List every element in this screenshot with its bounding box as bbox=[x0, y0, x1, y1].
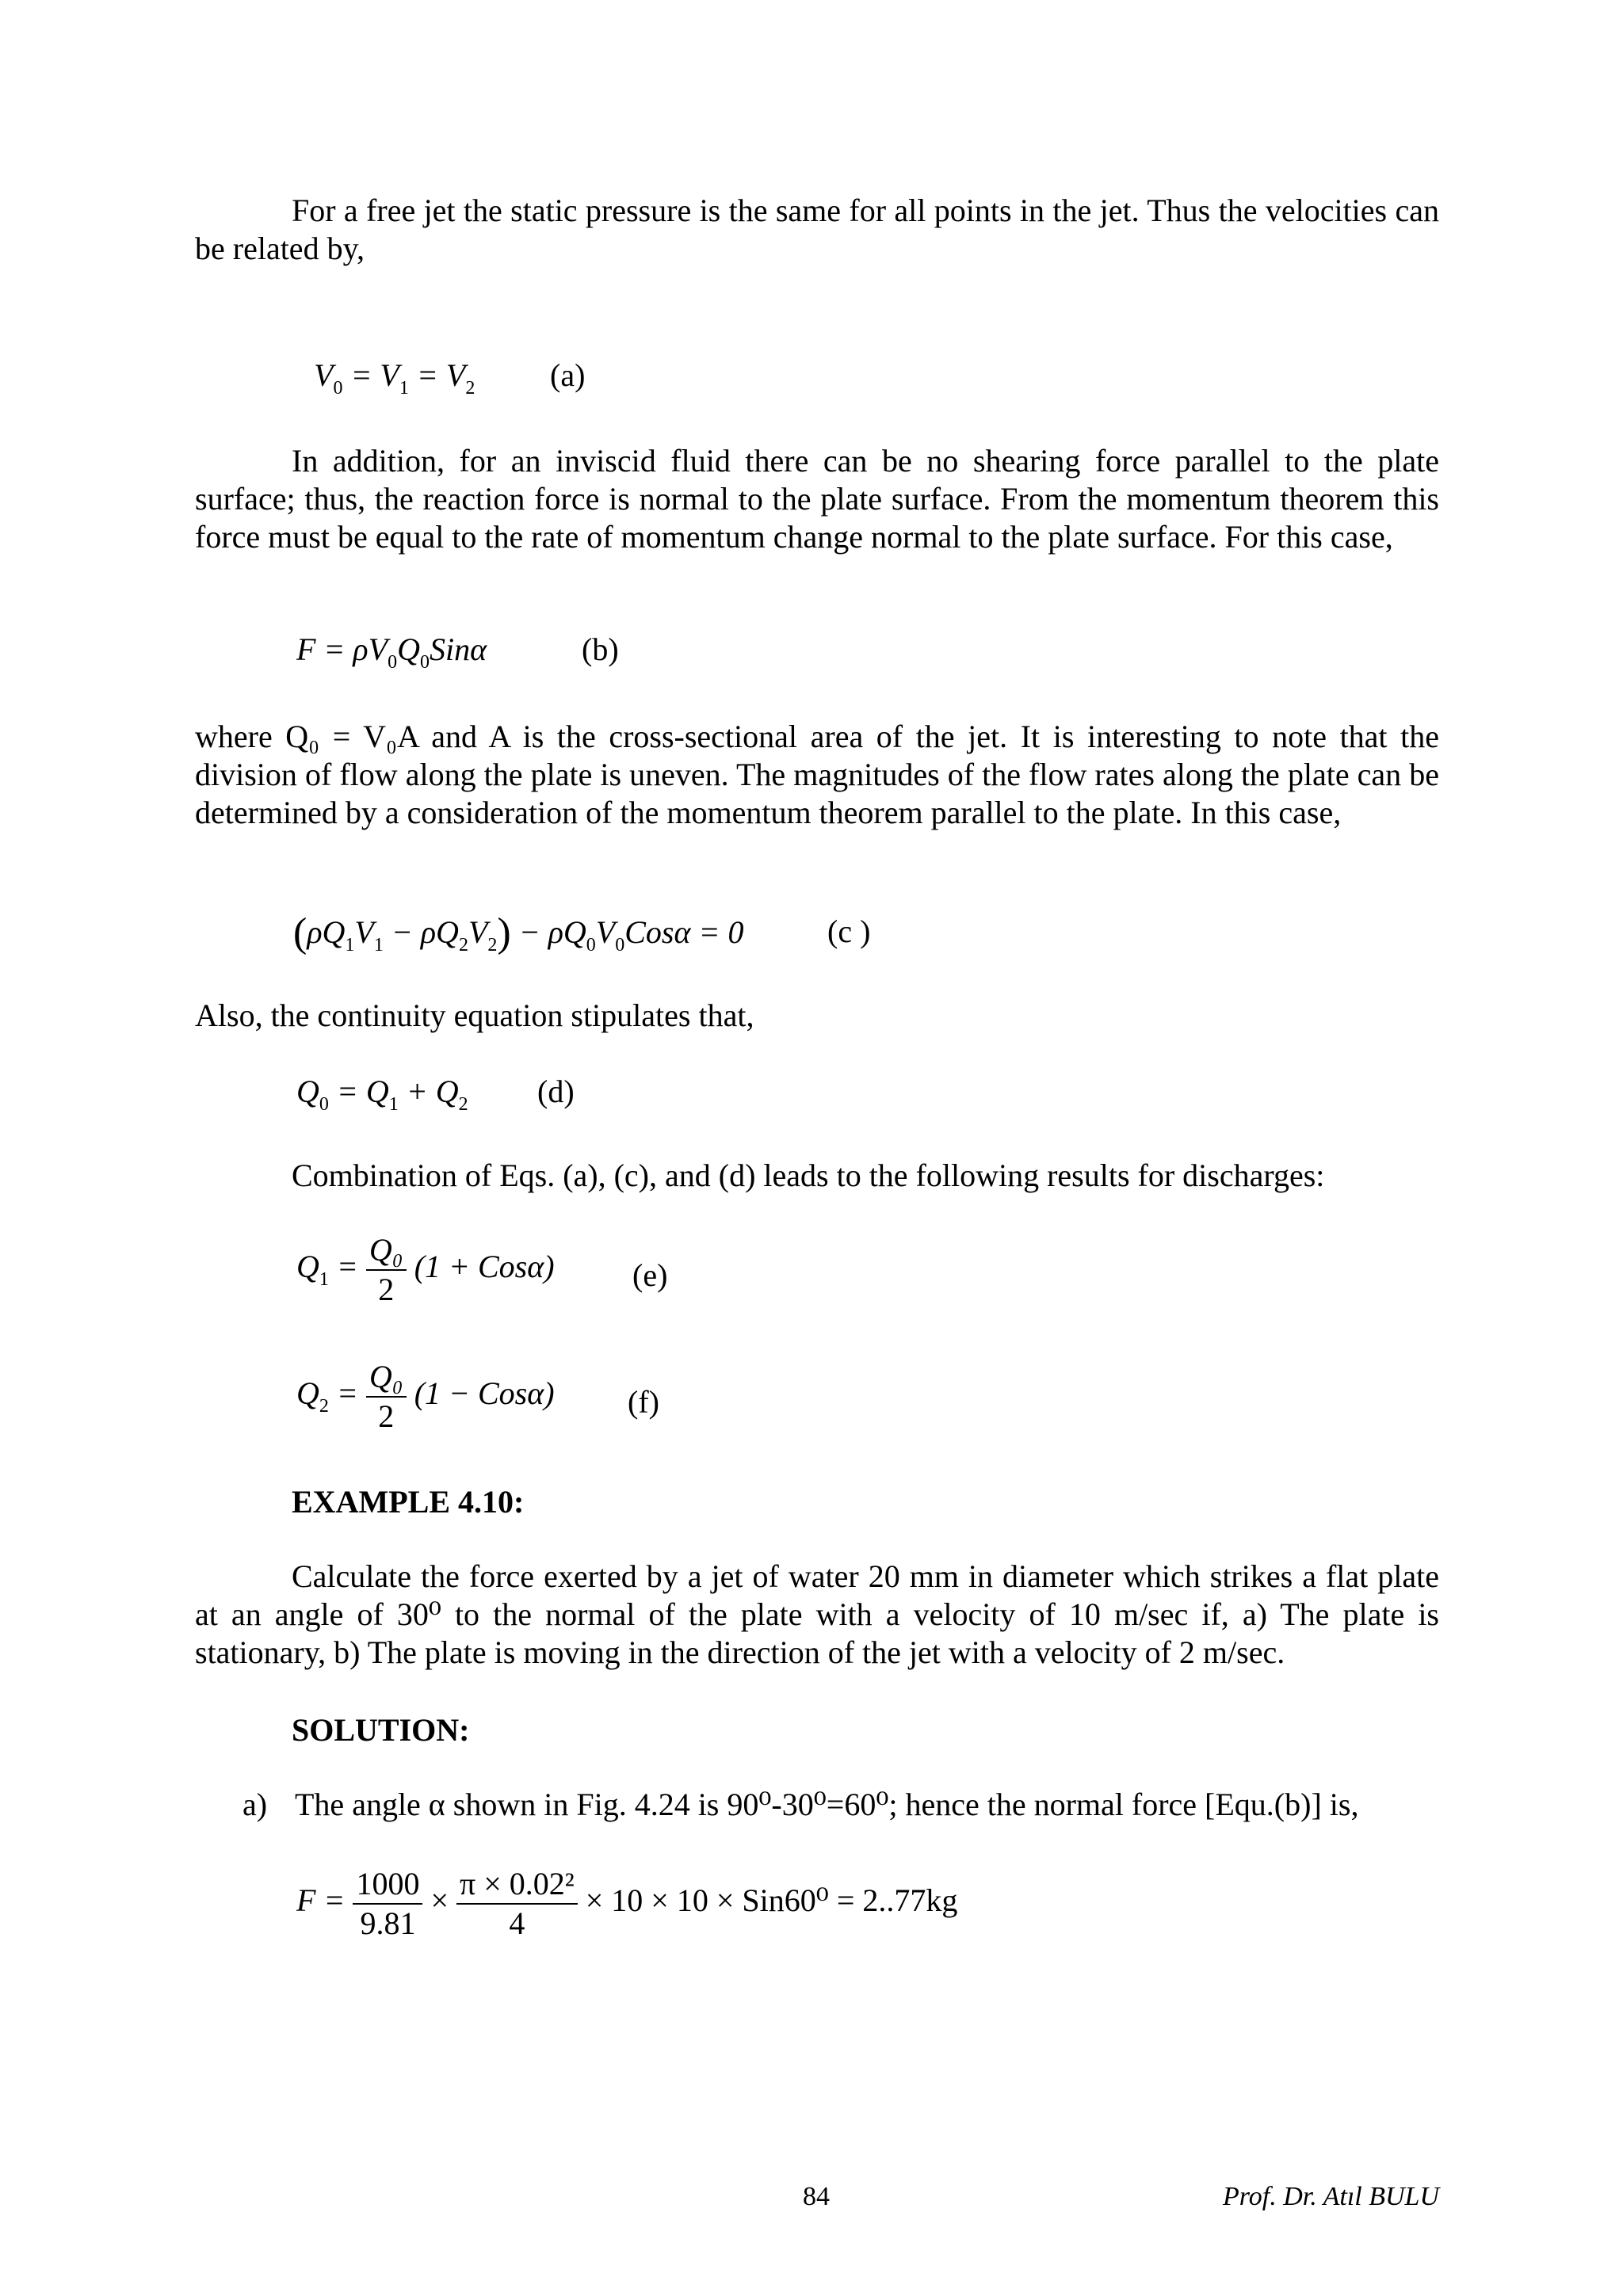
equation-f-numerator: Q₀ bbox=[366, 1360, 407, 1398]
paragraph-example: Calculate the force exerted by a jet of water 20 mm in diameter which strikes a flat plate at an angle of 30⁰ to the normal of the plate with a velocity of 10 m/sec if, a) The plate is stationary, b) The plate is moving in the direction of the jet with a velocity of 2 m/sec. bbox=[195, 1558, 1439, 1670]
equation-a: $V_0 = V_1 = V_2$ bbox=[314, 357, 475, 399]
equation-e-numerator: Q₀ bbox=[366, 1233, 407, 1271]
equation-f-fraction bbox=[366, 1360, 407, 1434]
equation-b: $F = \rho V_0Q_0Sin\alpha$ bbox=[296, 631, 487, 673]
equation-f-denominator: 2 bbox=[378, 1398, 395, 1434]
item-a-label: a) bbox=[242, 1787, 268, 1822]
paragraph-where: where Q₀ = V₀A and A is the cross-sectional area of the jet. It is interesting to note that the division of flow along the plate is uneven. The magnitudes of the flow rates along the plate can be determined by a consideration of the momentum theorem parallel to the plate. In this case, bbox=[195, 719, 1439, 830]
equation-e-label: (e) bbox=[632, 1257, 668, 1293]
equation-final-numerator-2: π × 0.02² bbox=[456, 1867, 578, 1905]
equation-final-fraction-1 bbox=[353, 1867, 422, 1941]
equation-final-denominator-2: 4 bbox=[509, 1905, 525, 1941]
solution-title: SOLUTION: bbox=[292, 1712, 470, 1748]
paragraph-free-jet: For a free jet the static pressure is the same for all points in the jet. Thus the velocities can be related by, bbox=[195, 193, 1439, 266]
equation-f-label: (f) bbox=[628, 1384, 659, 1420]
equation-f-paren: (1 − Cosα) bbox=[414, 1375, 555, 1412]
equation-final-numerator-1: 1000 bbox=[353, 1867, 422, 1905]
paragraph-continuity: Also, the continuity equation stipulates that, bbox=[195, 997, 754, 1033]
equation-e-denominator: 2 bbox=[378, 1272, 395, 1307]
paragraph-inviscid: In addition, for an inviscid fluid there can be no shearing force parallel to the plate surface; thus, the reaction force is normal to the plate surface. From the momentum theorem this force must be equal to the rate of momentum change normal to the plate surface. For this case, bbox=[195, 443, 1439, 555]
equation-final-tail: × 10 × 10 × Sin60⁰ = 2..77kg bbox=[585, 1882, 958, 1919]
page-number: 84 bbox=[803, 2182, 830, 2211]
example-title: EXAMPLE 4.10: bbox=[292, 1484, 525, 1520]
item-a-text: The angle α shown in Fig. 4.24 is 90⁰-30⁰=60⁰; hence the normal force [Equ.(b)] is, bbox=[295, 1787, 1359, 1822]
equation-final-denominator-1: 9.81 bbox=[360, 1905, 416, 1941]
equation-c-label: (c ) bbox=[827, 913, 871, 949]
equation-d: $Q_0 = Q_1 + Q_2$ bbox=[296, 1074, 468, 1115]
equation-a-label: (a) bbox=[550, 357, 586, 393]
equation-c: $(\rho Q_1V_1 - \rho Q_2V_2) - \rho Q_0V_0Cos\alpha = 0$ bbox=[293, 910, 744, 955]
equation-d-label: (d) bbox=[537, 1074, 575, 1109]
equation-final-fraction-2 bbox=[456, 1867, 578, 1941]
equation-e: $Q_1$ = $\frac{\text{Q₀}}{2}$ (1 + Cosα) bbox=[296, 1232, 555, 1307]
equation-b-label: (b) bbox=[582, 631, 619, 667]
equation-final: F = $\frac{1000}{9.81}$ × $\frac{\text{π × 0.02²}}{4}$ × 10 × 10 × Sin60⁰ = 2..77kg bbox=[296, 1866, 958, 1941]
equation-e-paren: (1 + Cosα) bbox=[414, 1249, 555, 1285]
equation-e-fraction bbox=[366, 1233, 407, 1307]
equation-f: $Q_2$ = $\frac{\text{Q₀}}{2}$ (1 − Cosα) bbox=[296, 1359, 555, 1434]
footer-author: Prof. Dr. Atıl BULU bbox=[1223, 2182, 1439, 2211]
paragraph-combination: Combination of Eqs. (a), (c), and (d) leads to the following results for discharges: bbox=[292, 1158, 1325, 1193]
